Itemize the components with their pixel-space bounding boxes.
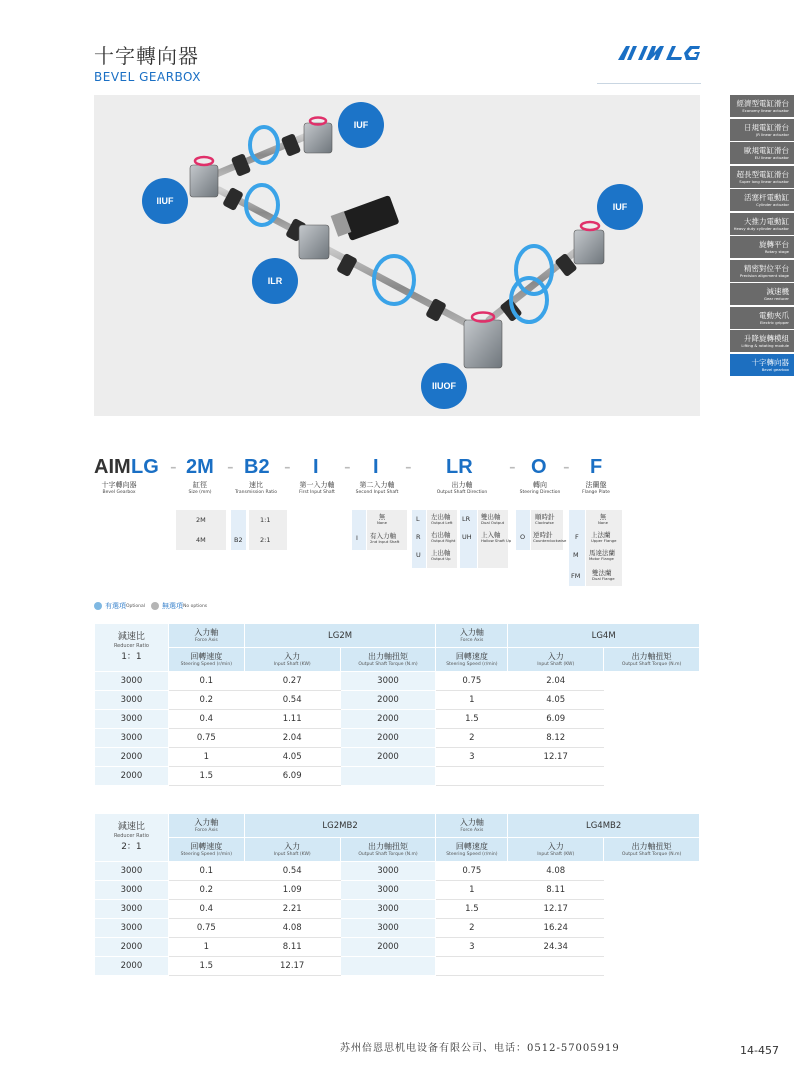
sidebar-item-label: 減速機 [766, 287, 789, 296]
header-cn: 回轉速度 [455, 651, 488, 661]
table-cell: 24.34 [508, 938, 604, 957]
code-dash: - [227, 456, 234, 478]
option-cn: 雙出軸 [481, 513, 501, 521]
option-en: Clockwise [535, 520, 554, 525]
table-cell: 4.08 [244, 919, 340, 938]
output-code-u: U [416, 551, 421, 559]
code-label-en: Flange Plate [582, 490, 610, 495]
header-en: Force Axis [460, 637, 484, 643]
sidebar-item-bevel-gearbox[interactable] [730, 354, 794, 376]
table-cell: 3000 [340, 862, 436, 881]
ratio-value: 2：1 [121, 842, 142, 852]
table-cell: 16.24 [508, 919, 604, 938]
code-label-flange [561, 481, 631, 496]
option-en: Hollow Shaft Up [481, 538, 512, 543]
header-en: Steering Speed (r/min) [446, 851, 498, 857]
flange-option-dual [592, 568, 615, 581]
table-cell: 1.5 [168, 767, 244, 786]
table-cell: 2000 [95, 748, 169, 767]
code-dash: - [509, 456, 516, 478]
header-en: Force Axis [194, 637, 218, 643]
model-header-right: LG4M [508, 624, 700, 648]
code-label-cn: 轉向 [533, 481, 547, 489]
sidebar-item-label: 活塞杆電動缸 [744, 193, 789, 202]
option-cn: 右出軸 [431, 531, 451, 539]
header-cn: 回轉速度 [455, 841, 488, 851]
output-code-uh: UH [462, 533, 472, 541]
second-input-code-column [352, 510, 366, 550]
header-cn: 入力軸 [194, 817, 219, 827]
table-cell: 1 [436, 691, 508, 710]
table-cell: 3000 [95, 710, 169, 729]
header-cn: 入力 [284, 841, 301, 851]
table-cell: 0.4 [168, 900, 244, 919]
spec-table-ratio-2-1 [94, 813, 700, 976]
code-label-cn: 速比 [249, 481, 263, 489]
legend-none-en: No options [183, 603, 208, 609]
flange-code-m: M [573, 551, 579, 559]
code-second-input: I [373, 456, 379, 478]
torque-header [604, 838, 700, 862]
sidebar-item-sublabel: Rotary stage [764, 249, 789, 254]
brand-logo [616, 44, 700, 62]
header-en: Steering Speed (r/min) [180, 851, 232, 857]
ratio-code-b2: B2 [234, 536, 243, 544]
table-row [95, 748, 700, 767]
code-label-cn: 出力軸 [451, 481, 473, 489]
sidebar-item-rotary-stage[interactable] [730, 236, 794, 258]
sidebar-item-sublabel: Precision alignment stage [739, 272, 789, 278]
table-cell: 0.75 [168, 729, 244, 748]
table-cell: 12.17 [508, 900, 604, 919]
header-en: Force Axis [194, 827, 218, 833]
table-cell: 3000 [95, 691, 169, 710]
size-option-2m: 2M [196, 516, 206, 524]
sidebar-item-label: 電動夾爪 [759, 310, 789, 320]
sidebar-item-label: 超長型電缸滑台 [736, 169, 789, 179]
table-cell: 4.05 [508, 691, 604, 710]
table-cell: 3000 [95, 862, 169, 881]
table-cell: 3000 [95, 919, 169, 938]
code-label-second-input [342, 481, 412, 496]
sidebar-item-sublabel: Economy linear actuator [742, 108, 789, 113]
sidebar-item-sublabel: Cylinder actuator [756, 202, 789, 207]
page-title: 十字轉向器 [94, 44, 199, 68]
steering-option-ccw [533, 530, 566, 543]
model-header-left: LG2MB2 [244, 814, 436, 838]
code-flange: F [590, 456, 603, 478]
category-sidebar [730, 95, 794, 377]
table-cell: 3000 [340, 900, 436, 919]
speed-header [168, 838, 244, 862]
option-en: None [377, 520, 387, 525]
table-cell: 2.04 [244, 729, 340, 748]
input-header [244, 838, 340, 862]
flange-code-f: F [575, 533, 579, 541]
table-cell: 2 [436, 729, 508, 748]
option-cn: 無 [378, 513, 386, 521]
callout-iiuof: IIUOF [421, 363, 467, 409]
header-en: Output Shaft Torque (N.m) [358, 661, 418, 667]
option-en: Dual Flange [592, 576, 615, 581]
code-prefix-aim: AIM [94, 456, 131, 478]
option-cn: 馬達法蘭 [589, 549, 615, 557]
code-label-en: Steering Direction [519, 490, 561, 495]
table-cell: 0.75 [436, 862, 508, 881]
code-first-input: I [313, 456, 319, 478]
ratio-option-1-1: 1:1 [260, 516, 271, 524]
table-cell: 0.2 [168, 691, 244, 710]
sidebar-item-sublabel: Lifting & rotating module [741, 343, 789, 348]
flange-option-upper [591, 530, 616, 543]
code-dash: - [284, 456, 291, 478]
code-label-cn: 法蘭盤 [585, 481, 607, 489]
ratio-cell [95, 624, 169, 672]
output-option-right [431, 530, 455, 543]
table-cell: 0.75 [168, 919, 244, 938]
code-label-en: Bevel Gearbox [102, 490, 136, 495]
force-axis-header [168, 624, 244, 648]
option-cn: 左出軸 [431, 513, 451, 521]
sidebar-item-lifting-rotating[interactable] [730, 330, 794, 352]
table-cell: 2000 [340, 938, 436, 957]
spec-table-ratio-1-1 [94, 623, 700, 786]
callout-iuf-right: IUF [597, 184, 643, 230]
code-prefix-lg: LG [131, 456, 159, 478]
option-cn: 逆時針 [533, 531, 553, 539]
speed-header [436, 648, 508, 672]
header-cn: 回轉速度 [190, 841, 223, 851]
sidebar-item-label: 歐規電缸滑台 [744, 146, 789, 155]
table-cell: 2.04 [508, 672, 604, 691]
table-cell: 12.17 [244, 957, 340, 976]
option-en: Counterclockwise [533, 538, 567, 543]
sidebar-item-label: 經濟型電缸滑台 [736, 99, 789, 108]
code-label-en: Size (mm) [188, 490, 212, 495]
code-label-product [84, 481, 154, 496]
callout-iiuf: IIUF [142, 178, 188, 224]
table-cell: 6.09 [244, 767, 340, 786]
output-code-l: L [416, 515, 420, 523]
sidebar-item-heavy-duty-cylinder[interactable] [730, 213, 794, 235]
table-cell: 2000 [340, 710, 436, 729]
code-label-en: Output Shaft Direction [436, 490, 488, 495]
sidebar-item-gear-reducer[interactable] [730, 283, 794, 305]
option-en: Output Left [431, 520, 453, 525]
sidebar-item-eu-actuator[interactable] [730, 142, 794, 164]
callout-ilr: ILR [252, 258, 298, 304]
table-cell: 3 [436, 938, 508, 957]
table-cell: 3000 [95, 672, 169, 691]
header-divider [597, 83, 701, 84]
output-option-hollow [481, 530, 511, 543]
code-label-cn: 第一入力軸 [299, 481, 335, 489]
table-cell: 3000 [95, 900, 169, 919]
header-cn: 入力軸 [194, 627, 219, 637]
table-cell: 1.5 [436, 900, 508, 919]
code-label-cn: 十字轉向器 [101, 481, 137, 489]
sidebar-item-sublabel: EU linear actuator [754, 155, 789, 160]
table-cell: 1 [436, 881, 508, 900]
table-cell: 8.11 [508, 881, 604, 900]
sidebar-item-cylinder-actuator[interactable] [730, 189, 794, 211]
option-cn: 順時針 [535, 513, 555, 521]
header-cn: 入力軸 [459, 817, 484, 827]
option-cn: 雙法蘭 [592, 569, 612, 577]
ratio-label-cn: 減速比 [117, 822, 145, 832]
code-label-cn: 缸徑 [193, 481, 207, 489]
table-row [95, 710, 700, 729]
table-cell: 4.05 [244, 748, 340, 767]
header-en: Output Shaft Torque (N.m) [358, 851, 418, 857]
ratio-cell [95, 814, 169, 862]
option-en: Upper Flange [591, 538, 617, 543]
table-cell [340, 957, 436, 976]
table-cell: 4.08 [508, 862, 604, 881]
code-label-ratio [221, 481, 291, 496]
code-ratio: B2 [244, 456, 270, 478]
table-cell [340, 767, 436, 786]
sidebar-item-label: 十字轉向器 [751, 357, 789, 367]
table-cell: 6.09 [508, 710, 604, 729]
table-row [95, 691, 700, 710]
code-dash: - [170, 456, 177, 478]
header-en: Output Shaft Torque (N.m) [621, 851, 682, 857]
option-cn: 無 [599, 513, 607, 521]
header-en: Input Shaft (KW) [273, 661, 311, 667]
output-option-dual [481, 512, 504, 525]
header-cn: 入力 [547, 651, 564, 661]
option-en: Motor Flange [589, 556, 614, 561]
sidebar-item-sublabel: Heavy duty cylinder actuator [733, 225, 789, 231]
table-cell: 2000 [95, 767, 169, 786]
table-row [95, 729, 700, 748]
optional-dot-icon [94, 602, 102, 610]
flange-option-motor [589, 548, 615, 561]
sidebar-item-sublabel: JR linear actuator [756, 131, 789, 137]
table-cell: 2000 [95, 957, 169, 976]
ratio-value: 1：1 [121, 652, 142, 662]
torque-header [340, 838, 436, 862]
ratio-label-en: Reducer Ratio [113, 833, 149, 839]
sidebar-item-sublabel: Bevel gearbox [761, 366, 789, 372]
sidebar-item-alignment-stage[interactable] [730, 260, 794, 282]
product-image [94, 95, 700, 416]
header-en: Steering Speed (r/min) [180, 661, 232, 667]
no-option-dot-icon [151, 602, 159, 610]
sidebar-item-label: 大推力電動缸 [744, 216, 789, 226]
code-label-en: Second Input Shaft [355, 490, 399, 495]
table-cell: 3000 [95, 729, 169, 748]
table-cell: 2000 [95, 938, 169, 957]
header-en: Force Axis [460, 827, 484, 833]
table-cell: 8.12 [508, 729, 604, 748]
gearbox-assembly-illustration [94, 95, 700, 416]
header-en: Input Shaft (KW) [537, 851, 575, 857]
force-axis-header [436, 624, 508, 648]
header-en: Input Shaft (KW) [537, 661, 575, 667]
flange-option-none [598, 512, 608, 525]
sidebar-item-electric-gripper[interactable] [730, 307, 794, 329]
second-input-option [370, 531, 399, 544]
header-cn: 出力軸扭矩 [631, 651, 672, 661]
force-axis-header [168, 814, 244, 838]
header-cn: 出力軸扭矩 [368, 841, 408, 851]
code-label-cn: 第二入力軸 [359, 481, 395, 489]
legend-none-cn: 無選項 [162, 602, 184, 610]
sidebar-item-jr-actuator[interactable] [730, 119, 794, 141]
sidebar-item-label: 精密對位平台 [744, 263, 789, 273]
torque-header [340, 648, 436, 672]
option-cn: 上出軸 [431, 549, 451, 557]
table-row [95, 881, 700, 900]
company-contact: 苏州倍恩思机电设备有限公司、电话：0512-57005919 [340, 1043, 620, 1054]
steering-code-o: O [520, 533, 526, 541]
option-en: 2nd Input Shaft [370, 539, 400, 544]
header-cn: 回轉速度 [190, 651, 223, 661]
ratio-option-2-1: 2:1 [260, 536, 271, 544]
header-cn: 入力 [284, 651, 301, 661]
table-row [95, 919, 700, 938]
table-cell: 1 [168, 938, 244, 957]
table-row [95, 767, 700, 786]
table-cell: 2000 [340, 729, 436, 748]
option-en: Output Right [431, 538, 456, 543]
code-label-output [427, 481, 497, 496]
header-en: Output Shaft Torque (N.m) [621, 661, 682, 667]
legend-optional-cn: 有選項 [105, 602, 126, 610]
table-cell: 0.27 [244, 672, 340, 691]
output-code-lr: LR [462, 515, 471, 523]
code-label-en: Transmission Ratio [234, 490, 278, 495]
table-cell [508, 767, 604, 786]
table-cell: 2000 [340, 748, 436, 767]
code-label-en: First Input Shaft [299, 490, 335, 495]
sidebar-item-label: 旋轉平台 [759, 240, 789, 249]
options-legend [94, 601, 213, 611]
table-cell: 0.54 [244, 691, 340, 710]
option-en: Output Up [431, 556, 451, 561]
sidebar-item-sublabel: Electric gripper [759, 319, 789, 325]
output-option-left [431, 512, 453, 525]
input-header [244, 648, 340, 672]
table-cell: 3000 [340, 919, 436, 938]
sidebar-item-label: 升降旋轉模組 [744, 334, 789, 343]
sidebar-item-sublabel: Gear reducer [764, 296, 789, 301]
flange-code-fm: FM [571, 572, 581, 580]
second-input-none [377, 512, 387, 525]
force-axis-header [436, 814, 508, 838]
option-cn: 有入力軸 [370, 532, 396, 540]
sidebar-item-super-long-actuator[interactable] [730, 166, 794, 188]
table-cell: 3000 [340, 672, 436, 691]
table-cell: 2000 [340, 691, 436, 710]
model-header-right: LG4MB2 [508, 814, 700, 838]
header-cn: 入力軸 [459, 627, 484, 637]
table-row [95, 862, 700, 881]
code-output: LR [446, 456, 473, 478]
ratio-label-cn: 減速比 [117, 632, 145, 642]
table-row [95, 957, 700, 976]
option-cn: 上法蘭 [591, 531, 611, 539]
ratio-code-column [231, 510, 246, 550]
header-cn: 出力軸扭矩 [367, 651, 408, 661]
second-input-options [367, 510, 407, 550]
page-number: 14-457 [740, 1044, 779, 1057]
ratio-label-en: Reducer Ratio [113, 643, 149, 649]
table-cell: 1 [168, 748, 244, 767]
table-cell: 2.21 [244, 900, 340, 919]
callout-iuf-top: IUF [338, 102, 384, 148]
code-size: 2M [186, 456, 214, 478]
speed-header [168, 648, 244, 672]
page-subtitle: BEVEL GEARBOX [94, 70, 201, 84]
table-cell: 1.11 [244, 710, 340, 729]
steering-code-column [516, 510, 530, 550]
torque-header [604, 648, 700, 672]
table-cell: 0.2 [168, 881, 244, 900]
table-cell: 1.5 [436, 710, 508, 729]
code-dash: - [405, 456, 412, 478]
table-cell: 3 [436, 748, 508, 767]
table-row [95, 900, 700, 919]
table-cell [436, 767, 508, 786]
header-cn: 出力軸扭矩 [631, 841, 672, 851]
table-cell: 3000 [95, 881, 169, 900]
table-cell: 12.17 [508, 748, 604, 767]
header-en: Input Shaft (KW) [273, 851, 311, 857]
option-en: Dual Output [481, 520, 505, 525]
table-cell: 8.11 [244, 938, 340, 957]
input-header [508, 838, 604, 862]
option-cn: 上入軸 [481, 531, 501, 539]
legend-optional-en: Optional [126, 603, 146, 609]
code-dash: - [344, 456, 351, 478]
table-cell [436, 957, 508, 976]
header-cn: 入力 [547, 841, 564, 851]
input-header [508, 648, 604, 672]
table-cell: 3000 [340, 881, 436, 900]
table-cell [508, 957, 604, 976]
model-header-left: LG2M [244, 624, 436, 648]
table-cell: 1.09 [244, 881, 340, 900]
option-en: None [598, 520, 608, 525]
second-input-code-i: I [356, 534, 358, 542]
table-row [95, 672, 700, 691]
output-code-r: R [416, 533, 421, 541]
header-en: Steering Speed (r/min) [446, 661, 498, 667]
table-cell: 0.1 [168, 672, 244, 691]
table-cell: 0.4 [168, 710, 244, 729]
output-option-up [431, 548, 451, 561]
sidebar-item-label: 日規電缸滑台 [744, 122, 789, 132]
table-cell: 0.1 [168, 862, 244, 881]
code-dash: - [563, 456, 570, 478]
sidebar-item-sublabel: Super long linear actuator [739, 178, 789, 184]
steering-option-cw [535, 512, 555, 525]
table-cell: 0.75 [436, 672, 508, 691]
speed-header [436, 838, 508, 862]
table-cell: 0.54 [244, 862, 340, 881]
code-steering: O [531, 456, 547, 478]
sidebar-item-economy-actuator[interactable] [730, 95, 794, 117]
size-option-4m: 4M [196, 536, 206, 544]
table-cell: 2 [436, 919, 508, 938]
table-cell: 1.5 [168, 957, 244, 976]
table-row [95, 938, 700, 957]
